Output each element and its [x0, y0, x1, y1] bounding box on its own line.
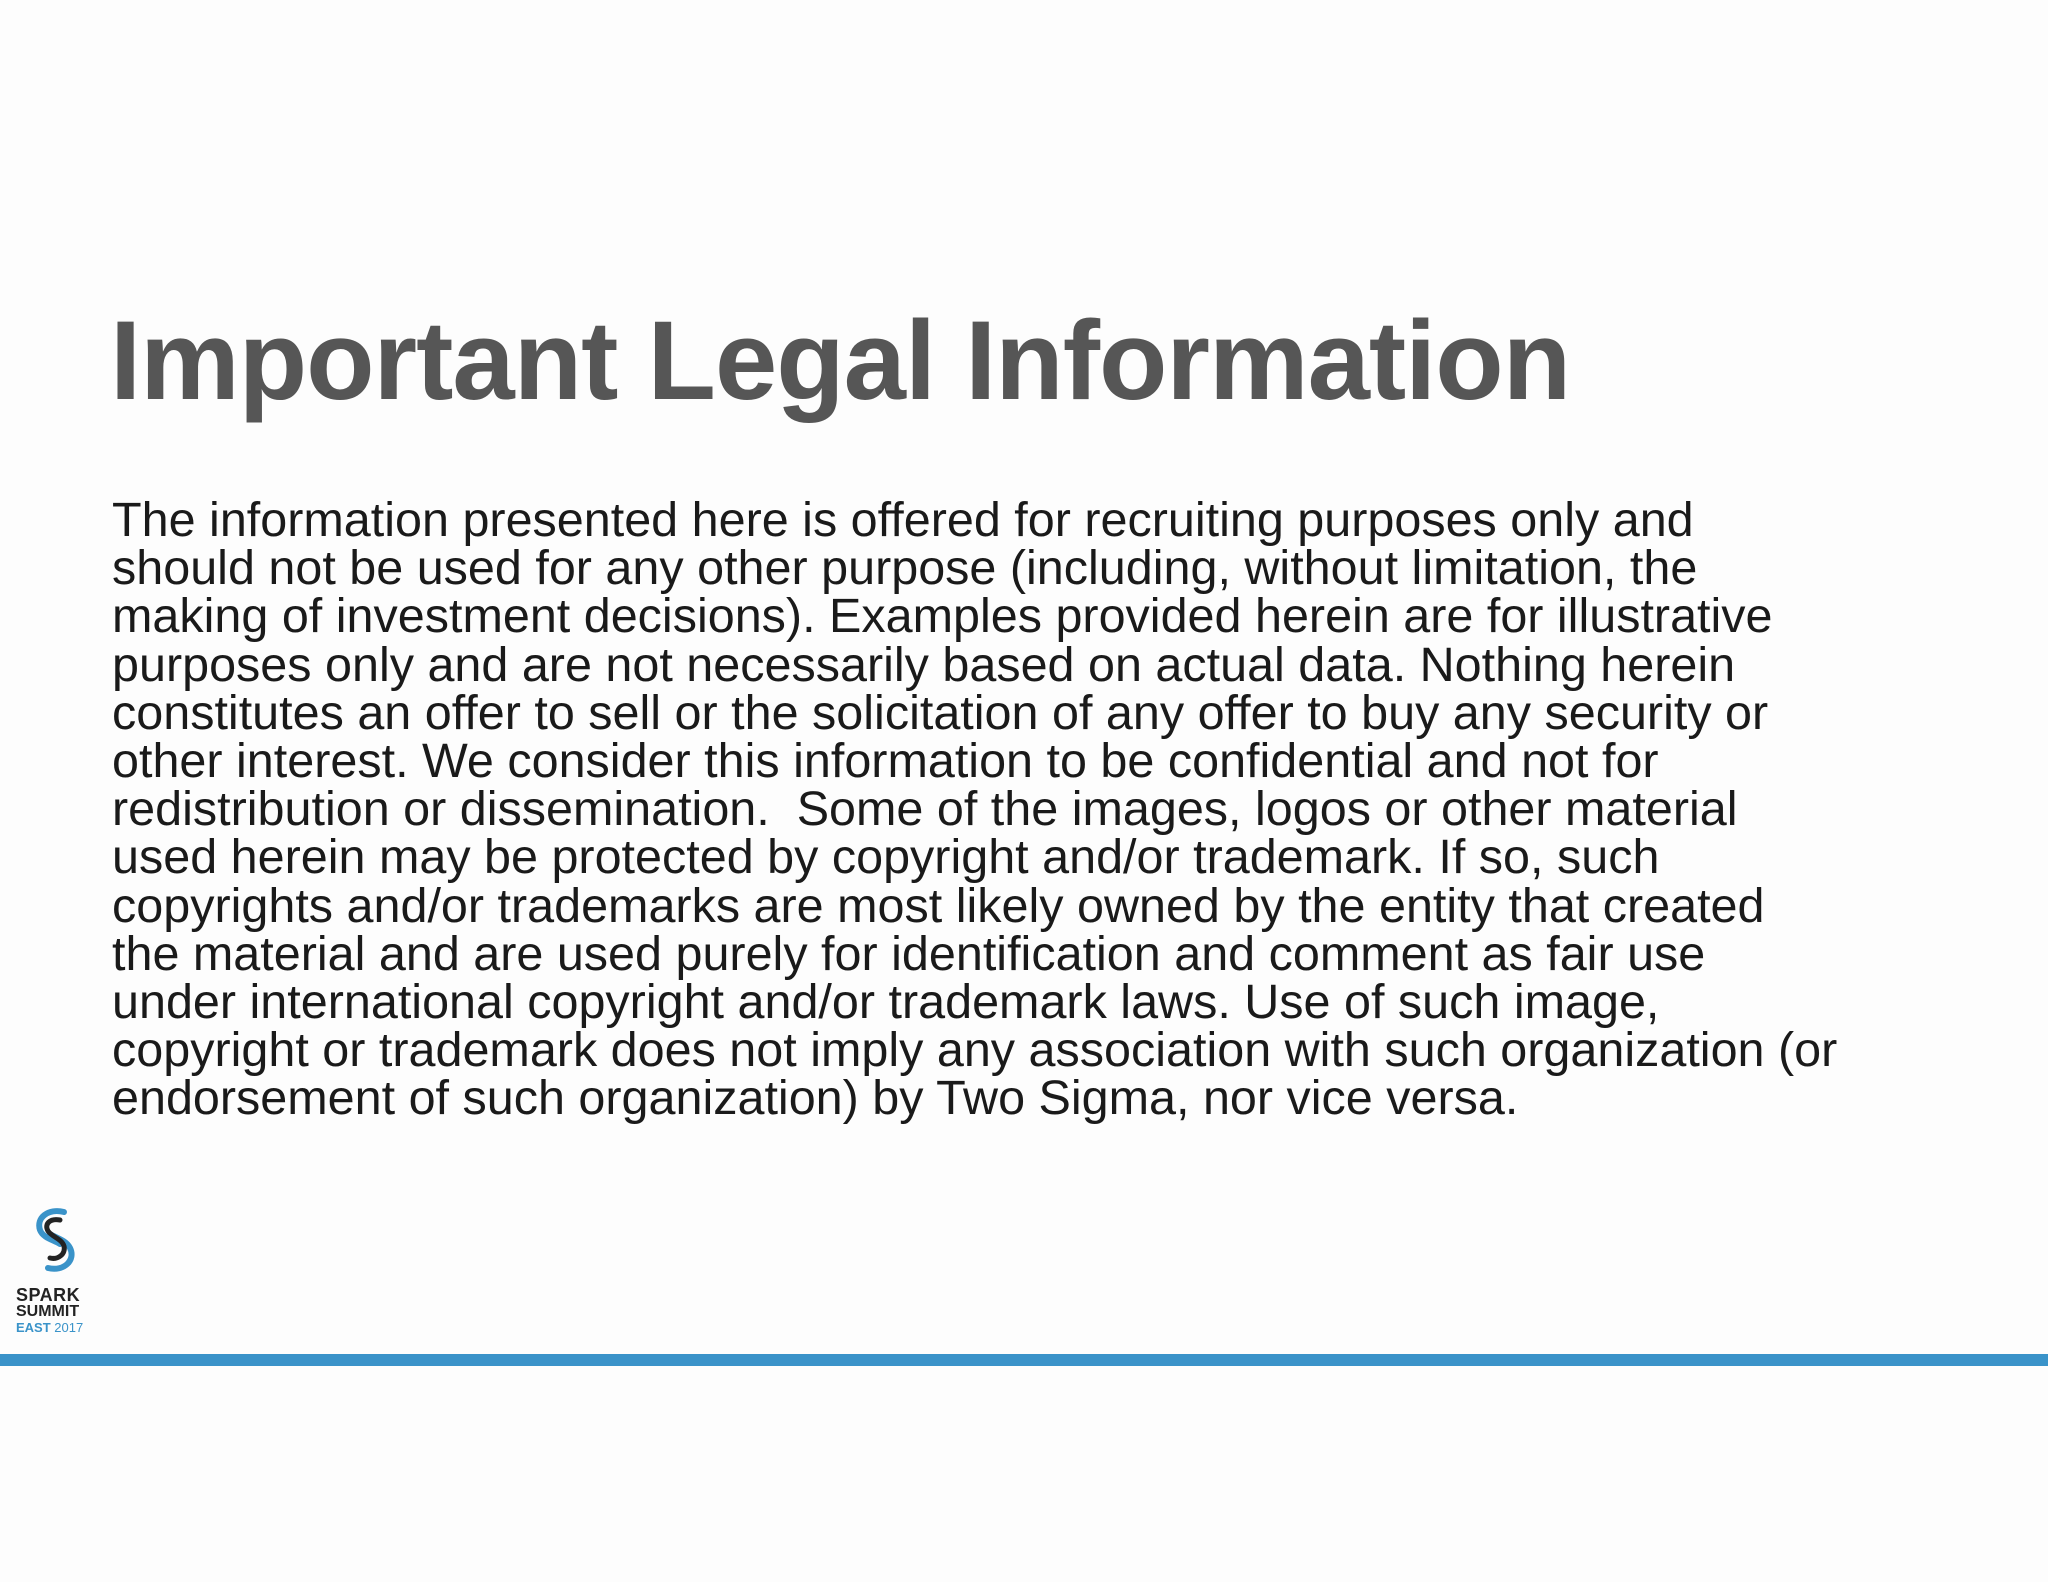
- disclaimer-line: should not be used for any other purpose (including, without limitation, the: [112, 541, 1698, 596]
- disclaimer-line: copyright or trademark does not imply any association with such organization (or: [112, 1023, 1838, 1078]
- logo-text-east: EAST: [16, 1320, 51, 1335]
- disclaimer-line: constitutes an offer to sell or the solicitation of any offer to buy any security or: [112, 685, 1769, 740]
- footer-accent-rule: [0, 1354, 2048, 1366]
- disclaimer-line: redistribution or dissemination. Some of the images, logos or other material: [112, 782, 1738, 837]
- spark-summit-s-icon: [30, 1206, 80, 1274]
- logo-text-summit: SUMMIT: [16, 1303, 80, 1320]
- disclaimer-line: copyrights and/or trademarks are most likely owned by the entity that created: [112, 878, 1765, 933]
- slide-title: Important Legal Information: [110, 298, 1571, 423]
- disclaimer-line: The information presented here is offered for recruiting purposes only and: [112, 493, 1694, 547]
- logo-text-edition: [16, 1321, 83, 1334]
- logo-text-spark: SPARK: [16, 1285, 81, 1305]
- spark-summit-logo: [14, 1206, 98, 1336]
- legal-disclaimer-text: [112, 493, 2012, 1126]
- disclaimer-line: used herein may be protected by copyright and/or trademark. If so, such: [112, 830, 1660, 885]
- disclaimer-line: endorsement of such organization) by Two Sigma, nor vice versa.: [112, 1071, 1519, 1126]
- logo-text-year: 2017: [54, 1320, 84, 1335]
- disclaimer-line: other interest. We consider this information to be confidential and not for: [112, 734, 1659, 789]
- disclaimer-line: under international copyright and/or trademark laws. Use of such image,: [112, 975, 1660, 1030]
- disclaimer-line: making of investment decisions). Examples provided herein are for illustrative: [112, 589, 1773, 644]
- disclaimer-line: purposes only and are not necessarily based on actual data. Nothing herein: [112, 637, 1736, 692]
- disclaimer-line: the material and are used purely for identification and comment as fair use: [112, 926, 1706, 981]
